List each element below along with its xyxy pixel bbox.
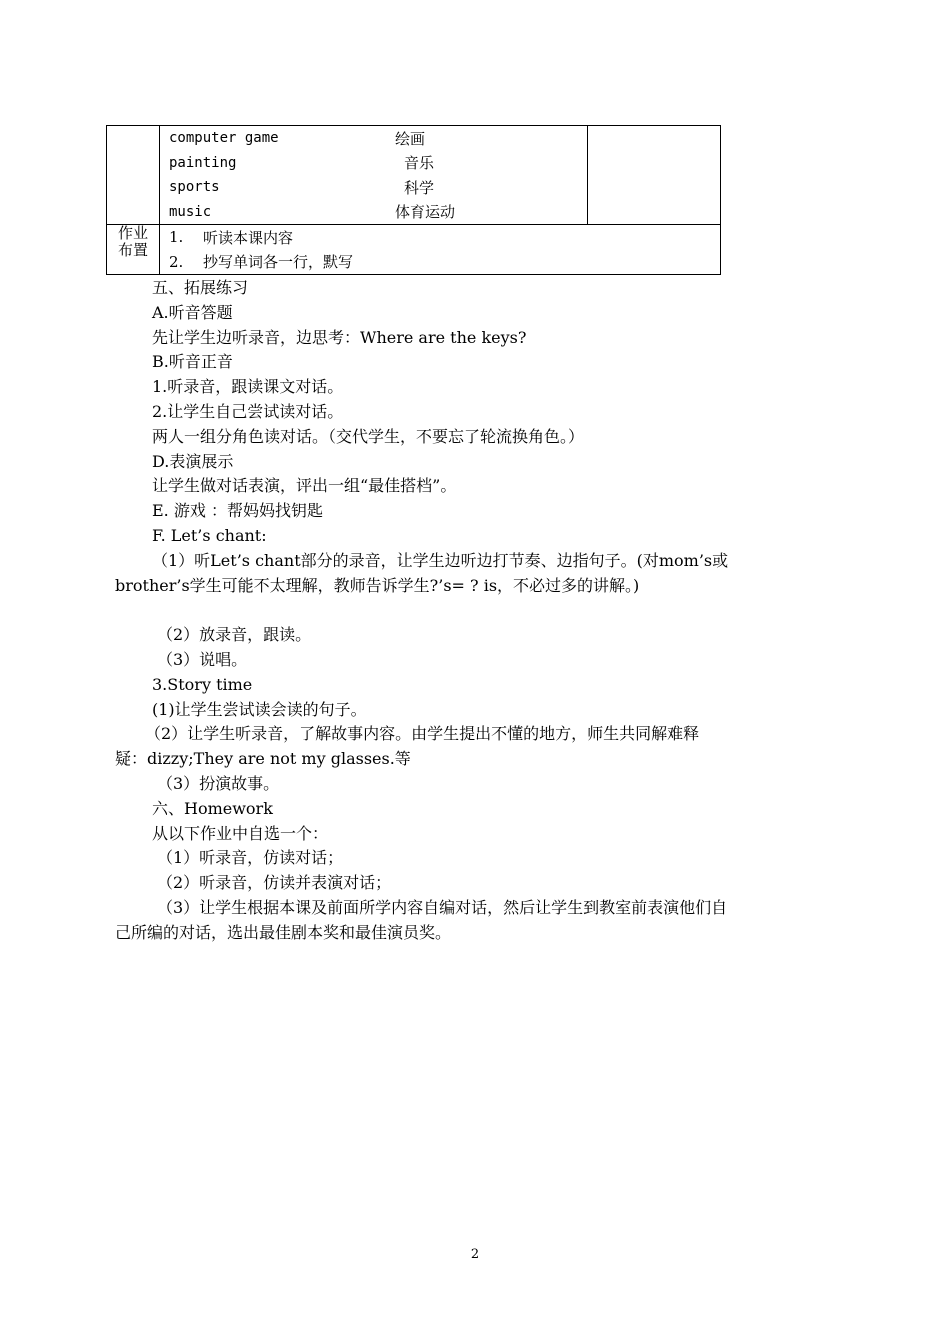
- vocab-chinese: 体育运动: [395, 203, 456, 222]
- section-heading: 五、拓展练习: [152, 278, 249, 297]
- vocab-table-row: [107, 126, 721, 225]
- paragraph: （3）扮演故事。: [157, 773, 280, 793]
- subheading: A.听音答题: [152, 302, 233, 322]
- paragraph: 让学生做对话表演，评出一组“最佳搭档”。: [152, 476, 457, 496]
- vocab-item: [160, 175, 587, 200]
- homework-item: [160, 225, 720, 250]
- paragraph: （2）让学生听录音，了解故事内容。由学生提出不懂的地方，师生共同解难释疑：dizzy;They are not my glasses.等: [115, 724, 700, 769]
- empty-notes-cell: [588, 126, 721, 225]
- vocab-chinese: 科学: [404, 178, 435, 197]
- paragraph: 2.让学生自己尝试读对话。: [152, 401, 344, 421]
- vocab-chinese: 绘画: [395, 129, 426, 148]
- paragraph: （2）听录音，仿读并表演对话；: [157, 873, 392, 893]
- homework-item-number: 1.: [169, 228, 184, 247]
- vocab-list-cell: [160, 126, 588, 225]
- homework-label-top: 作业: [117, 224, 148, 242]
- vocab-item: [160, 151, 587, 176]
- vocab-item: [160, 200, 587, 225]
- paragraph: 先让学生边听录音，边思考：Where are the keys?: [152, 327, 527, 347]
- homework-items-cell: [160, 225, 721, 275]
- section-heading: 六、Homework: [152, 798, 273, 818]
- vocab-table: [106, 125, 721, 275]
- paragraph: （2）放录音，跟读。: [157, 625, 312, 645]
- paragraph: （3）说唱。: [157, 649, 248, 669]
- homework-item-text: 抄写单词各一行，默写: [203, 253, 354, 272]
- paragraph: （1）听录音，仿读对话；: [157, 848, 344, 868]
- homework-item-text: 听读本课内容: [203, 228, 294, 247]
- paragraph: 两人一组分角色读对话。（交代学生，不要忘了轮流换角色。）: [152, 426, 585, 446]
- vocab-english: painting: [169, 154, 237, 171]
- homework-label-bottom: 布置: [117, 241, 148, 259]
- vocab-item: [160, 126, 587, 151]
- subheading: B.听音正音: [152, 352, 233, 372]
- paragraph: (1)让学生尝试读会读的句子。: [152, 699, 367, 719]
- subheading: D.表演展示: [152, 451, 234, 471]
- paragraph: 1.听录音，跟读课文对话。: [152, 377, 344, 397]
- vocab-english: sports: [169, 179, 220, 196]
- page-number: 2: [470, 1247, 480, 1262]
- subheading: E. 游戏 ：帮妈妈找钥匙: [152, 501, 323, 521]
- lesson-body: [115, 276, 730, 946]
- paragraph: （1）听Let’s chant部分的录音，让学生边听边打节奏、边指句子。(对mom’s或brother’s学生可能不太理解，教师告诉学生?’s= ? is，不必过多的讲解。): [115, 550, 729, 595]
- homework-label: [107, 225, 160, 275]
- homework-item-number: 2.: [169, 252, 184, 271]
- subheading: 3.Story time: [152, 674, 253, 694]
- vocab-english: music: [169, 203, 212, 220]
- homework-row: [107, 225, 721, 275]
- homework-item: [160, 250, 720, 275]
- vocab-chinese: 音乐: [404, 154, 435, 173]
- vocab-english: computer game: [169, 130, 279, 147]
- paragraph: （3）让学生根据本课及前面所学内容自编对话，然后让学生到教室前表演他们自己所编的对话，选出最佳剧本奖和最佳演员奖。: [115, 897, 728, 942]
- empty-label-cell: [107, 126, 160, 225]
- subheading: F. Let’s chant:: [152, 525, 267, 545]
- paragraph: 从以下作业中自选一个：: [152, 823, 329, 843]
